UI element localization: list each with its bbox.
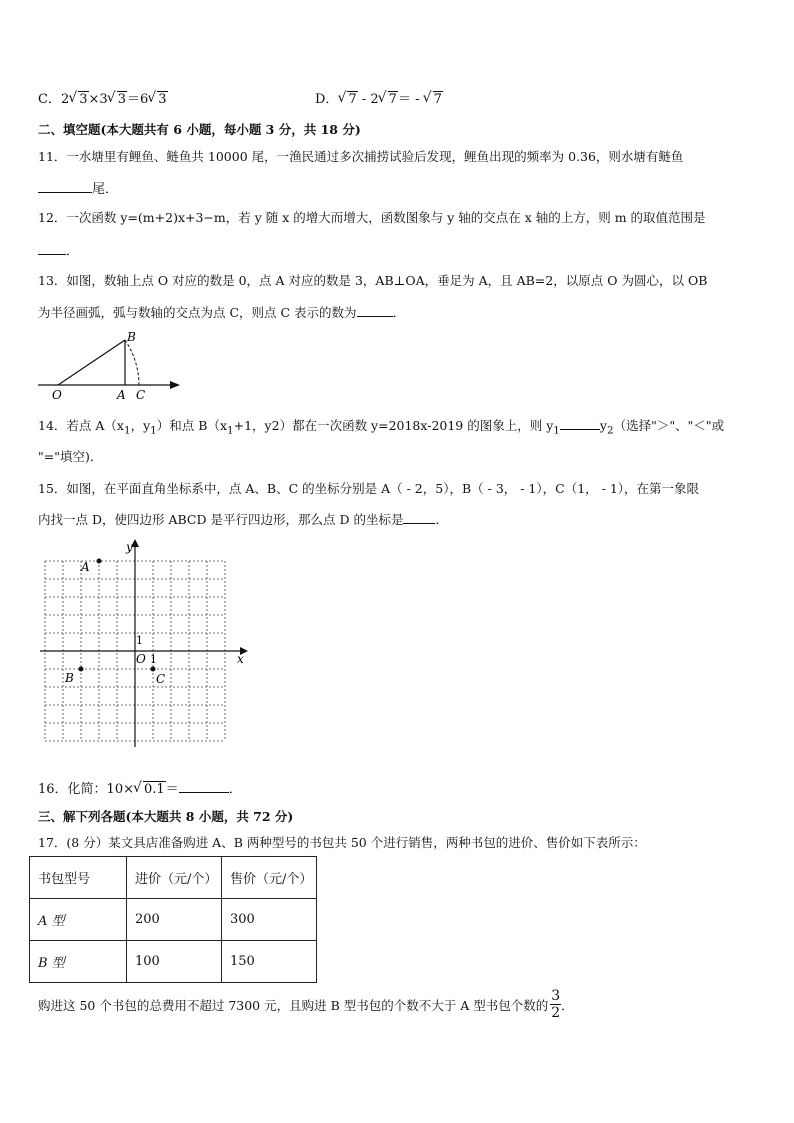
answer-blank[interactable] bbox=[38, 180, 92, 193]
number-line-figure bbox=[34, 328, 186, 400]
table-cell: B 型 bbox=[30, 941, 127, 983]
answer-blank[interactable] bbox=[403, 511, 435, 524]
label-x: x bbox=[237, 652, 244, 666]
label-x-one: 1 bbox=[150, 653, 157, 666]
radical bbox=[379, 92, 398, 107]
question-15-line2-text: 内找一点 D，使四边形 ABCD 是平行四边形，那么点 D 的坐标是 bbox=[38, 512, 404, 527]
question-14-line2: "="填空)． bbox=[38, 449, 103, 464]
table-row bbox=[30, 941, 317, 983]
label-c: C bbox=[136, 388, 146, 400]
arc-bc bbox=[125, 340, 139, 385]
section-2-heading: 二、填空题(本大题共有 6 小题，每小题 3 分，共 18 分) bbox=[38, 122, 361, 137]
radicand: 7 bbox=[348, 92, 357, 107]
label-y: y bbox=[126, 540, 133, 554]
question-17-text: 17．(8 分）某文具店准备购进 A、B 两种型号的书包共 50 个进行销售，两种书包的进价、售价如下表所示： bbox=[38, 835, 646, 850]
question-11-text: 11．一水塘里有鲤鱼、鲢鱼共 10000 尾，一渔民通过多次捕捞试验后发现，鲤鱼出现的频率为 0.36，则水塘有鲢鱼 bbox=[38, 149, 684, 164]
segment-ob bbox=[58, 340, 125, 385]
section-3-heading: 三、解下列各题(本大题共 8 小题，共 72 分) bbox=[38, 809, 294, 824]
question-14-text bbox=[38, 416, 724, 437]
q14-sub: 1 bbox=[553, 424, 560, 437]
question-15-line2 bbox=[38, 510, 448, 528]
label-origin: O bbox=[136, 652, 146, 666]
option-d-eq: ＝ ‑ bbox=[397, 92, 424, 107]
q14-part: 14．若点 A（x bbox=[38, 418, 124, 433]
option-c bbox=[38, 88, 168, 107]
question-15-tail: ． bbox=[435, 512, 448, 527]
q17-tail: ． bbox=[561, 997, 574, 1013]
radical bbox=[69, 92, 88, 107]
option-d-mid: ‑ 2 bbox=[357, 92, 379, 107]
radicand: 3 bbox=[117, 92, 126, 107]
label-a: A bbox=[117, 388, 126, 400]
q16-tail: ． bbox=[228, 782, 242, 797]
radicand: 7 bbox=[433, 92, 442, 107]
question-12-answer-line bbox=[38, 240, 79, 259]
radical bbox=[134, 782, 166, 797]
table-header-cell: 书包型号 bbox=[30, 857, 127, 899]
q14-part: ）和点 B（x bbox=[156, 418, 227, 433]
radical bbox=[108, 92, 127, 107]
question-13-tail: ． bbox=[392, 305, 406, 320]
table-cell: 200 bbox=[127, 899, 222, 941]
fraction bbox=[550, 988, 561, 1021]
table-cell: A 型 bbox=[30, 899, 127, 941]
q14-sub: 2 bbox=[606, 424, 614, 437]
label-y-one: 1 bbox=[136, 634, 143, 647]
table-cell: 300 bbox=[222, 899, 317, 941]
question-11-tail: 尾． bbox=[92, 182, 119, 197]
question-11-answer-line bbox=[38, 178, 118, 197]
answer-blank[interactable] bbox=[560, 417, 600, 430]
label-c: C bbox=[156, 672, 166, 686]
answer-blank[interactable] bbox=[38, 242, 66, 255]
table-header-cell: 进价（元/个） bbox=[127, 857, 222, 899]
point-a bbox=[97, 559, 102, 564]
option-c-label: C． bbox=[38, 92, 61, 107]
question-13-line2 bbox=[38, 303, 405, 321]
table-header-row bbox=[30, 857, 317, 899]
question-13-line2-text: 为半径画弧，弧与数轴的交点为点 C，则点 C 表示的数为 bbox=[38, 305, 357, 320]
point-c bbox=[151, 667, 156, 672]
answer-blank[interactable] bbox=[179, 780, 229, 793]
question-17-condition bbox=[38, 988, 574, 1021]
question-16-text bbox=[38, 778, 242, 797]
question-12-tail: ． bbox=[66, 244, 80, 259]
radicand: 3 bbox=[158, 92, 167, 107]
label-a: A bbox=[81, 560, 90, 574]
q17-condition-text: 购进这 50 个书包的总费用不超过 7300 元，且购进 B 型书包的个数不大于 A 型书包个数的 bbox=[38, 997, 549, 1013]
q16-eq: ＝ bbox=[165, 782, 179, 797]
label-b: B bbox=[65, 671, 74, 685]
axis-arrow bbox=[170, 381, 180, 389]
option-c-coef: 2 bbox=[60, 92, 70, 107]
question-15-text: 15．如图，在平面直角坐标系中，点 A、B、C 的坐标分别是 A（ ‑ 2，5），B（ ‑ 3， ‑ 1），C（1， ‑ 1），在第一象限 bbox=[38, 481, 700, 496]
label-b: B bbox=[127, 330, 136, 344]
q14-part: ，y bbox=[130, 418, 151, 433]
point-b bbox=[79, 667, 84, 672]
price-table bbox=[29, 856, 317, 983]
radicand: 0.1 bbox=[143, 782, 165, 797]
option-c-mid: ×3 bbox=[88, 92, 108, 107]
q14-part: +1，y2）都在一次函数 y=2018x-2019 的图象上，则 y bbox=[233, 418, 554, 433]
q16-prefix: 16．化简：10× bbox=[38, 782, 134, 797]
table-header-cell: 售价（元/个） bbox=[222, 857, 317, 899]
label-o: O bbox=[52, 388, 62, 400]
fraction-numerator: 3 bbox=[551, 988, 561, 1004]
question-12-text: 12．一次函数 y=(m+2)x+3−m，若 y 随 x 的增大而增大，函数图象与 y 轴的交点在 x 轴的上方，则 m 的取值范围是 bbox=[38, 210, 706, 225]
radical bbox=[424, 92, 443, 107]
q14-sub: 1 bbox=[227, 424, 234, 437]
option-d-label: D． bbox=[315, 92, 339, 107]
answer-blank[interactable] bbox=[357, 304, 393, 317]
fraction-denominator: 2 bbox=[551, 1005, 561, 1021]
radicand: 7 bbox=[388, 92, 397, 107]
radical bbox=[338, 92, 357, 107]
table-cell: 100 bbox=[127, 941, 222, 983]
radical bbox=[148, 92, 167, 107]
option-d bbox=[315, 88, 443, 107]
coordinate-grid-figure bbox=[36, 535, 251, 750]
q14-sub: 1 bbox=[123, 424, 131, 437]
table-cell: 150 bbox=[222, 941, 317, 983]
q14-sub: 1 bbox=[150, 424, 157, 437]
table-row bbox=[30, 899, 317, 941]
q14-part: （选择"＞"、"＜"或 bbox=[613, 418, 725, 433]
radicand: 3 bbox=[79, 92, 88, 107]
question-13-text: 13．如图，数轴上点 O 对应的数是 0，点 A 对应的数是 3，AB⊥OA，垂足为 A，且 AB=2，以原点 O 为圆心，以 OB bbox=[38, 273, 708, 288]
option-c-eq: ＝6 bbox=[126, 92, 149, 107]
q14-part: y bbox=[599, 418, 607, 433]
